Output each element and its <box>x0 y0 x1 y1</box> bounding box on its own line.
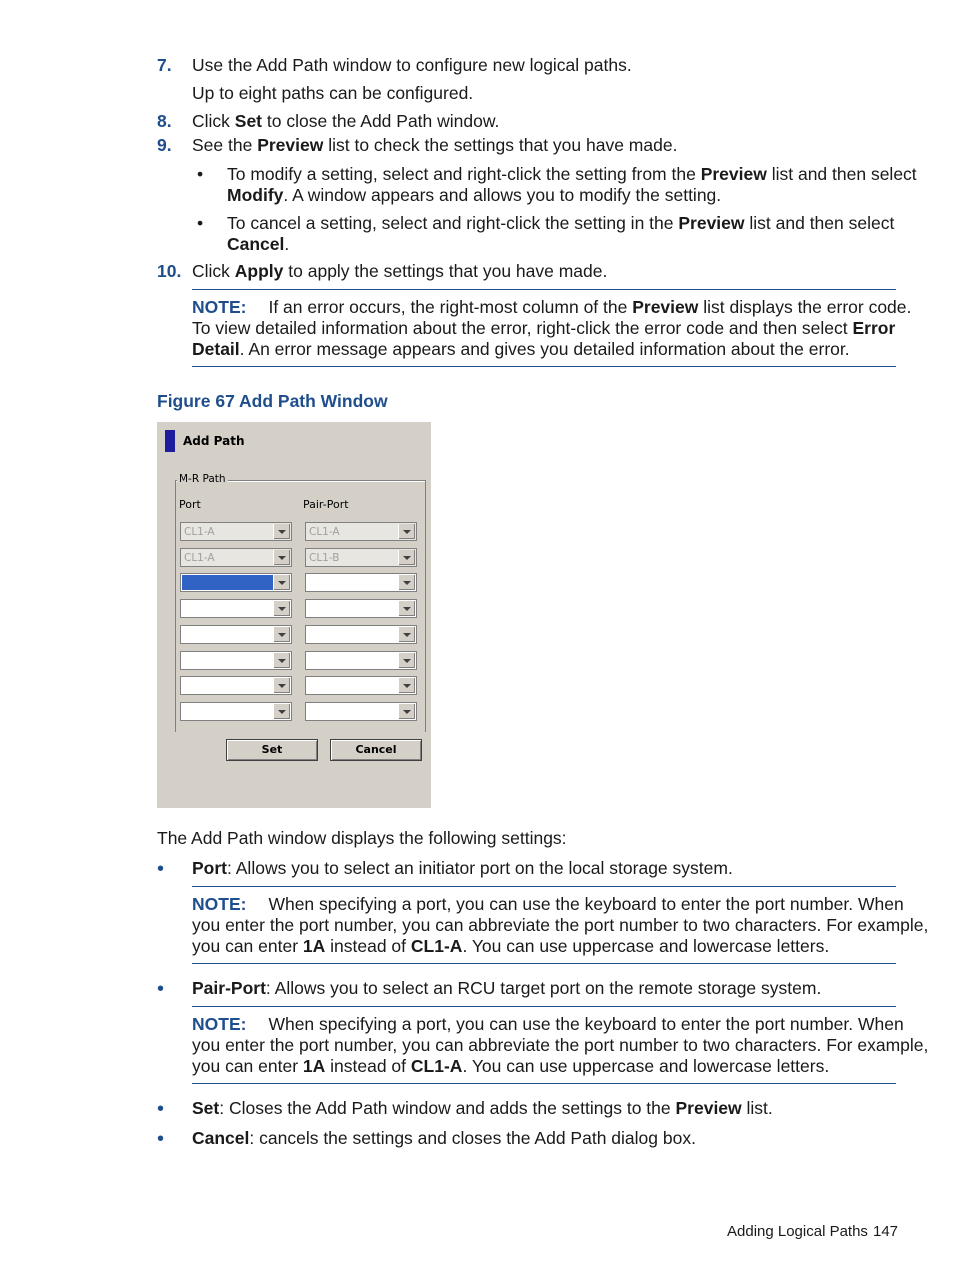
dropdown-arrow-icon <box>398 678 415 693</box>
bullet-dot: • <box>157 1098 165 1120</box>
note-1-line2: To view detailed information about the error, right-click the error code and then select Error <box>192 318 896 338</box>
port-column-label: Port <box>179 498 201 511</box>
step-10-text: Click Apply to apply the settings that you have made. <box>192 261 608 281</box>
bullet-modify-line2: Modify. A window appears and allows you to modify the setting. <box>227 185 722 205</box>
port-select-5[interactable] <box>180 625 292 644</box>
dropdown-arrow-icon <box>398 601 415 616</box>
port-select-2[interactable] <box>180 548 292 567</box>
note-rule-top <box>192 289 896 290</box>
port-description: Port: Allows you to select an initiator port on the local storage system. <box>192 858 733 878</box>
dropdown-arrow-icon <box>273 678 290 693</box>
pair-port-select-4[interactable] <box>305 599 417 618</box>
pair-port-description: Pair-Port: Allows you to select an RCU target port on the remote storage system. <box>192 978 822 998</box>
note-rule-bottom <box>192 963 896 964</box>
pair-port-select-1[interactable] <box>305 522 417 541</box>
bullet-dot: • <box>157 1128 165 1150</box>
window-title-bar-icon <box>165 430 175 452</box>
add-path-window <box>157 422 431 808</box>
step-7-text: Use the Add Path window to configure new logical paths. <box>192 55 632 75</box>
note-1-line1: NOTE: If an error occurs, the right-most column of the Preview list displays the error code. <box>192 297 912 317</box>
bullet-dot: • <box>197 164 204 184</box>
step-7-number: 7. <box>157 55 172 75</box>
step-10-number: 10. <box>157 261 182 281</box>
step-8-number: 8. <box>157 111 172 131</box>
bullet-cancel-line1: To cancel a setting, select and right-click the setting in the Preview list and then select <box>227 213 895 233</box>
note-2-line2: you enter the port number, you can abbreviate the port number to two characters. For example, <box>192 915 929 935</box>
note-rule-top <box>192 1006 896 1007</box>
selection-highlight <box>182 575 274 590</box>
note-1-line3: Detail. An error message appears and gives you detailed information about the error. <box>192 339 850 359</box>
cancel-description: Cancel: cancels the settings and closes the Add Path dialog box. <box>192 1128 696 1148</box>
dropdown-arrow-icon <box>398 704 415 719</box>
dropdown-arrow-icon <box>273 601 290 616</box>
note-rule-top <box>192 886 896 887</box>
group-border-left <box>175 480 176 732</box>
bullet-dot: • <box>157 978 165 1000</box>
note-2-line3: you can enter 1A instead of CL1-A. You can use uppercase and lowercase letters. <box>192 936 830 956</box>
dropdown-arrow-icon <box>273 575 290 590</box>
pair-port-select-5[interactable] <box>305 625 417 644</box>
pair-port-select-value: CL1-B <box>309 552 340 564</box>
pair-port-select-8[interactable] <box>305 702 417 721</box>
note-rule-bottom <box>192 366 896 367</box>
footer-page-number: 147 <box>873 1223 899 1240</box>
cancel-button[interactable]: Cancel <box>330 739 422 761</box>
set-description: Set: Closes the Add Path window and adds the settings to the Preview list. <box>192 1098 773 1118</box>
step-9-text: See the Preview list to check the settings that you have made. <box>192 135 678 155</box>
figure-caption: Figure 67 Add Path Window <box>157 391 388 411</box>
port-select-6[interactable] <box>180 651 292 670</box>
dropdown-arrow-icon <box>273 524 290 539</box>
set-button[interactable]: Set <box>226 739 318 761</box>
note-3-line3: you can enter 1A instead of CL1-A. You can use uppercase and lowercase letters. <box>192 1056 830 1076</box>
footer-section-title: Adding Logical Paths <box>727 1223 868 1240</box>
note-3-line1: NOTE: When specifying a port, you can use the keyboard to enter the port number. When <box>192 1014 904 1034</box>
port-select-value: CL1-A <box>184 552 215 564</box>
settings-intro: The Add Path window displays the following settings: <box>157 828 567 848</box>
step-9-number: 9. <box>157 135 172 155</box>
dropdown-arrow-icon <box>273 627 290 642</box>
pair-port-select-3[interactable] <box>305 573 417 592</box>
dropdown-arrow-icon <box>398 550 415 565</box>
port-select-3[interactable] <box>180 573 292 592</box>
note-rule-bottom <box>192 1083 896 1084</box>
step-8-text: Click Set to close the Add Path window. <box>192 111 500 131</box>
window-title: Add Path <box>183 434 245 448</box>
bullet-modify-line1: To modify a setting, select and right-click the setting from the Preview list and then select <box>227 164 917 184</box>
dropdown-arrow-icon <box>273 653 290 668</box>
port-select-8[interactable] <box>180 702 292 721</box>
port-select-value: CL1-A <box>184 526 215 538</box>
port-select-7[interactable] <box>180 676 292 695</box>
dropdown-arrow-icon <box>398 575 415 590</box>
dropdown-arrow-icon <box>398 653 415 668</box>
note-3-line2: you enter the port number, you can abbreviate the port number to two characters. For example, <box>192 1035 929 1055</box>
bullet-cancel-line2: Cancel. <box>227 234 290 254</box>
dropdown-arrow-icon <box>273 550 290 565</box>
pair-port-select-7[interactable] <box>305 676 417 695</box>
note-2-line1: NOTE: When specifying a port, you can use the keyboard to enter the port number. When <box>192 894 904 914</box>
pair-port-column-label: Pair-Port <box>303 498 349 511</box>
step-7-subtext: Up to eight paths can be configured. <box>192 83 474 103</box>
pair-port-select-6[interactable] <box>305 651 417 670</box>
pair-port-select-value: CL1-A <box>309 526 340 538</box>
mr-path-group-label: M-R Path <box>179 473 226 485</box>
pair-port-select-2[interactable] <box>305 548 417 567</box>
dropdown-arrow-icon <box>273 704 290 719</box>
port-select-4[interactable] <box>180 599 292 618</box>
bullet-dot: • <box>197 213 204 233</box>
port-select-1[interactable] <box>180 522 292 541</box>
dropdown-arrow-icon <box>398 627 415 642</box>
dropdown-arrow-icon <box>398 524 415 539</box>
group-border-right <box>425 480 426 732</box>
bullet-dot: • <box>157 858 165 880</box>
